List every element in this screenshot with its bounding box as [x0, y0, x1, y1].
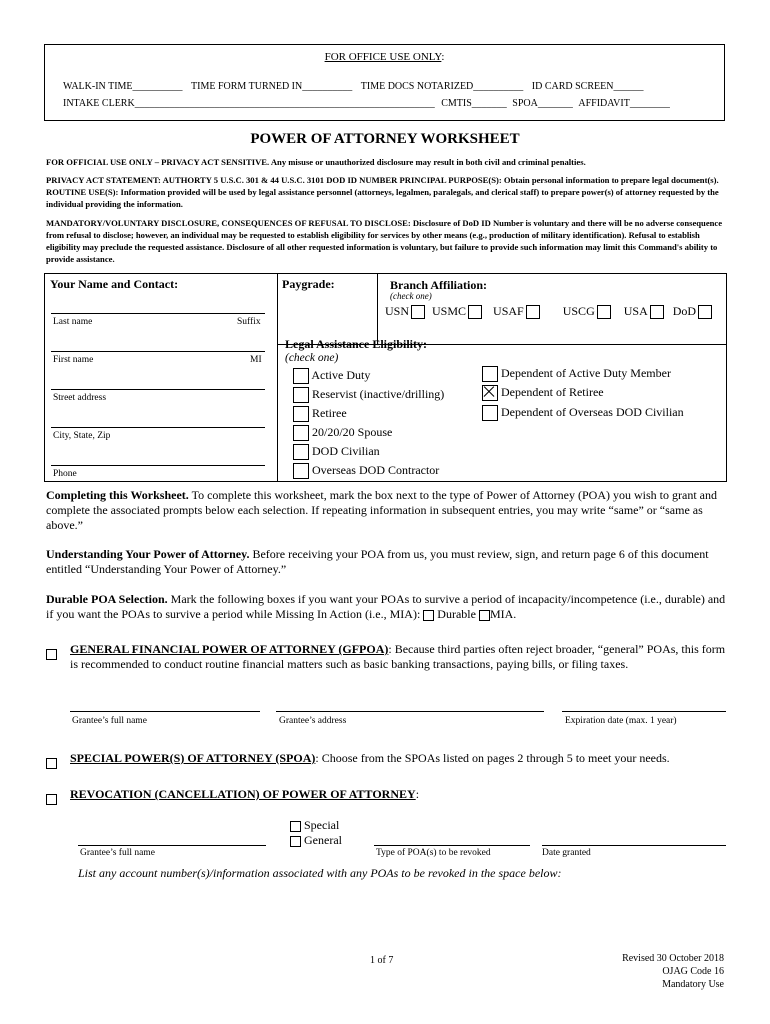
completing-worksheet-paragraph: Completing this Worksheet. To complete this worksheet, mark the box next to the type of Power of Attorney (POA) you wish to grant and complete the associated prompts below each selection. If repeating information in subsequent entries, you may write “same” or “same as above.”: [46, 488, 717, 532]
city-state-zip-line[interactable]: [51, 427, 265, 428]
time-form-turned-in-field[interactable]: TIME FORM TURNED IN__________: [191, 81, 353, 92]
revocation-type-label: Type of POA(s) to be revoked: [376, 848, 491, 858]
revocation-grantee-name-line[interactable]: [78, 845, 266, 846]
page-title: POWER OF ATTORNEY WORKSHEET: [250, 131, 520, 147]
contact-heading: Your Name and Contact:: [50, 277, 179, 291]
gfpoa-expiration-label: Expiration date (max. 1 year): [565, 716, 677, 726]
eligibility-spouse[interactable]: 20/20/20 Spouse: [293, 425, 392, 441]
mi-label: MI: [250, 355, 262, 365]
eligibility-heading: Legal Assistance Eligibility:: [285, 337, 428, 351]
branch-usn-checkbox[interactable]: [411, 305, 425, 319]
durable-checkbox[interactable]: [423, 610, 434, 621]
office-use-box: [44, 44, 725, 121]
office-use-title: FOR OFFICE USE ONLY:: [324, 51, 445, 63]
branch-uscg-checkbox[interactable]: [597, 305, 611, 319]
gfpoa-grantee-address-line[interactable]: [276, 711, 544, 712]
gfpoa-grantee-name-label: Grantee’s full name: [72, 716, 147, 726]
footer-revision: Revised 30 October 2018 OJAG Code 16 Mandatory Use: [622, 953, 724, 990]
gfpoa-paragraph: GENERAL FINANCIAL POWER OF ATTORNEY (GFPOA): Because third parties often reject broader, “general” POAs, this form is recommended to conduct routine financial matters such as basic banking transactions, paying bills, or filing taxes.: [70, 642, 726, 671]
branch-dod-label: DoD: [672, 304, 697, 318]
street-address-line[interactable]: [51, 389, 265, 390]
revocation-special-option[interactable]: Special: [290, 818, 339, 833]
privacy-warning: FOR OFFICIAL USE ONLY – PRIVACY ACT SENSITIVE. Any misuse or unauthorized disclosure may result in both civil and criminal penalties.: [46, 157, 586, 167]
eligibility-dependent-overseas-civilian[interactable]: Dependent of Overseas DOD Civilian: [482, 405, 684, 421]
branch-hint: (check one): [390, 291, 432, 301]
revocation-date-line[interactable]: [542, 845, 726, 846]
city-state-zip-label: City, State, Zip: [53, 431, 111, 441]
eligibility-overseas-contractor[interactable]: Overseas DOD Contractor: [293, 463, 439, 479]
eligibility-dod-civilian[interactable]: DOD Civilian: [293, 444, 380, 460]
gfpoa-grantee-name-line[interactable]: [70, 711, 260, 712]
revocation-checkbox[interactable]: [46, 790, 57, 808]
mia-checkbox[interactable]: [479, 610, 490, 621]
affidavit-field[interactable]: AFFIDAVIT________: [578, 98, 670, 109]
branch-heading: Branch Affiliation:: [390, 278, 488, 292]
phone-label: Phone: [53, 469, 77, 479]
understanding-poa-paragraph: Understanding Your Power of Attorney. Before receiving your POA from us, you must review, sign, and return page 6 of this document entitled “Understanding Your Power of Attorney.”: [46, 547, 709, 576]
last-name-line[interactable]: [51, 313, 265, 314]
revocation-type-line[interactable]: [374, 845, 530, 846]
office-row-1: [63, 81, 643, 92]
revocation-heading: REVOCATION (CANCELLATION) OF POWER OF ATTORNEY:: [70, 787, 420, 801]
spoa-field[interactable]: SPOA_______: [512, 98, 573, 109]
branch-usmc-checkbox[interactable]: [468, 305, 482, 319]
page-number: 1 of 7: [370, 955, 394, 966]
personal-info-box: [44, 273, 727, 482]
id-card-screen-field[interactable]: ID CARD SCREEN______: [531, 81, 644, 92]
last-name-label: Last name: [53, 317, 93, 327]
branch-usa-label: USA: [623, 304, 648, 318]
street-address-label: Street address: [53, 393, 107, 403]
eligibility-retiree[interactable]: Retiree: [293, 406, 347, 422]
gfpoa-expiration-line[interactable]: [562, 711, 726, 712]
branch-dod-checkbox[interactable]: [698, 305, 712, 319]
eligibility-dependent-retiree[interactable]: Dependent of Retiree: [482, 385, 604, 401]
branch-options: [385, 304, 712, 319]
first-name-line[interactable]: [51, 351, 265, 352]
disclosure-statement: MANDATORY/VOLUNTARY DISCLOSURE, CONSEQUENCES OF REFUSAL TO DISCLOSE: Disclosure of DoD ID Number is voluntary and there will be no adverse consequence from refusal to disclose; however, an individual may be requested to establish eligibility for services by other means (e.g., production of military identification). Refusal to establish eligibility may preclude the requested assistance. Disclosure of all other requested information is voluntary, but failure to provide such information may limit this Command's ability to provide assistance.: [46, 218, 723, 264]
durable-poa-paragraph: Durable POA Selection. Mark the following boxes if you want your POAs to survive a period of incapacity/incompetence (i.e., durable) and if you want the POAs to survive a period while Missing In Action (i.e., MIA): Durable MIA.: [46, 592, 726, 621]
revocation-general-option[interactable]: General: [290, 833, 342, 848]
cmtis-field[interactable]: CMTIS_______: [441, 98, 507, 109]
phone-line[interactable]: [51, 465, 265, 466]
checked-checkbox-icon: [482, 385, 498, 401]
branch-usaf-label: USAF: [493, 304, 524, 318]
intake-clerk-field[interactable]: INTAKE CLERK____________________________________________________________: [63, 98, 435, 109]
walk-in-time-field[interactable]: WALK-IN TIME__________: [63, 81, 183, 92]
time-docs-notarized-field[interactable]: TIME DOCS NOTARIZED__________: [360, 81, 524, 92]
first-name-label: First name: [53, 355, 94, 365]
office-row-2: [63, 98, 670, 109]
branch-usa-checkbox[interactable]: [650, 305, 664, 319]
revocation-list-instruction: List any account number(s)/information associated with any POAs to be revoked in the space below:: [78, 866, 562, 880]
gfpoa-checkbox[interactable]: [46, 645, 57, 663]
branch-usmc-label: USMC: [432, 304, 467, 318]
eligibility-hint: (check one): [285, 352, 339, 364]
branch-uscg-label: USCG: [562, 304, 595, 318]
branch-usn-label: USN: [385, 304, 410, 318]
spoa-checkbox[interactable]: [46, 754, 57, 772]
spoa-paragraph: SPECIAL POWER(S) OF ATTORNEY (SPOA): Choose from the SPOAs listed on pages 2 through 5 to meet your needs.: [70, 751, 670, 765]
revocation-date-label: Date granted: [542, 848, 591, 858]
branch-usaf-checkbox[interactable]: [526, 305, 540, 319]
revocation-grantee-name-label: Grantee’s full name: [80, 848, 155, 858]
gfpoa-grantee-address-label: Grantee’s address: [279, 716, 347, 726]
eligibility-active-duty[interactable]: Active Duty: [293, 368, 370, 384]
eligibility-dependent-active-duty[interactable]: Dependent of Active Duty Member: [482, 366, 671, 382]
eligibility-reservist[interactable]: Reservist (inactive/drilling): [293, 387, 444, 403]
paygrade-heading: Paygrade:: [282, 277, 335, 291]
privacy-act-statement: PRIVACY ACT STATEMENT: AUTHORTY 5 U.S.C. 301 & 44 U.S.C. 3101 DOD ID NUMBER PRINCIPAL PURPOSE(S): Obtain personal information to prepare legal document(s). ROUTINE USE(S): Information provided will be used by legal assistance personnel (attorneys, legalmen, paralegals, and clerical staff) to prepare power(s) of attorney requested by the individual providing the information.: [46, 175, 719, 209]
suffix-label: Suffix: [237, 317, 261, 327]
